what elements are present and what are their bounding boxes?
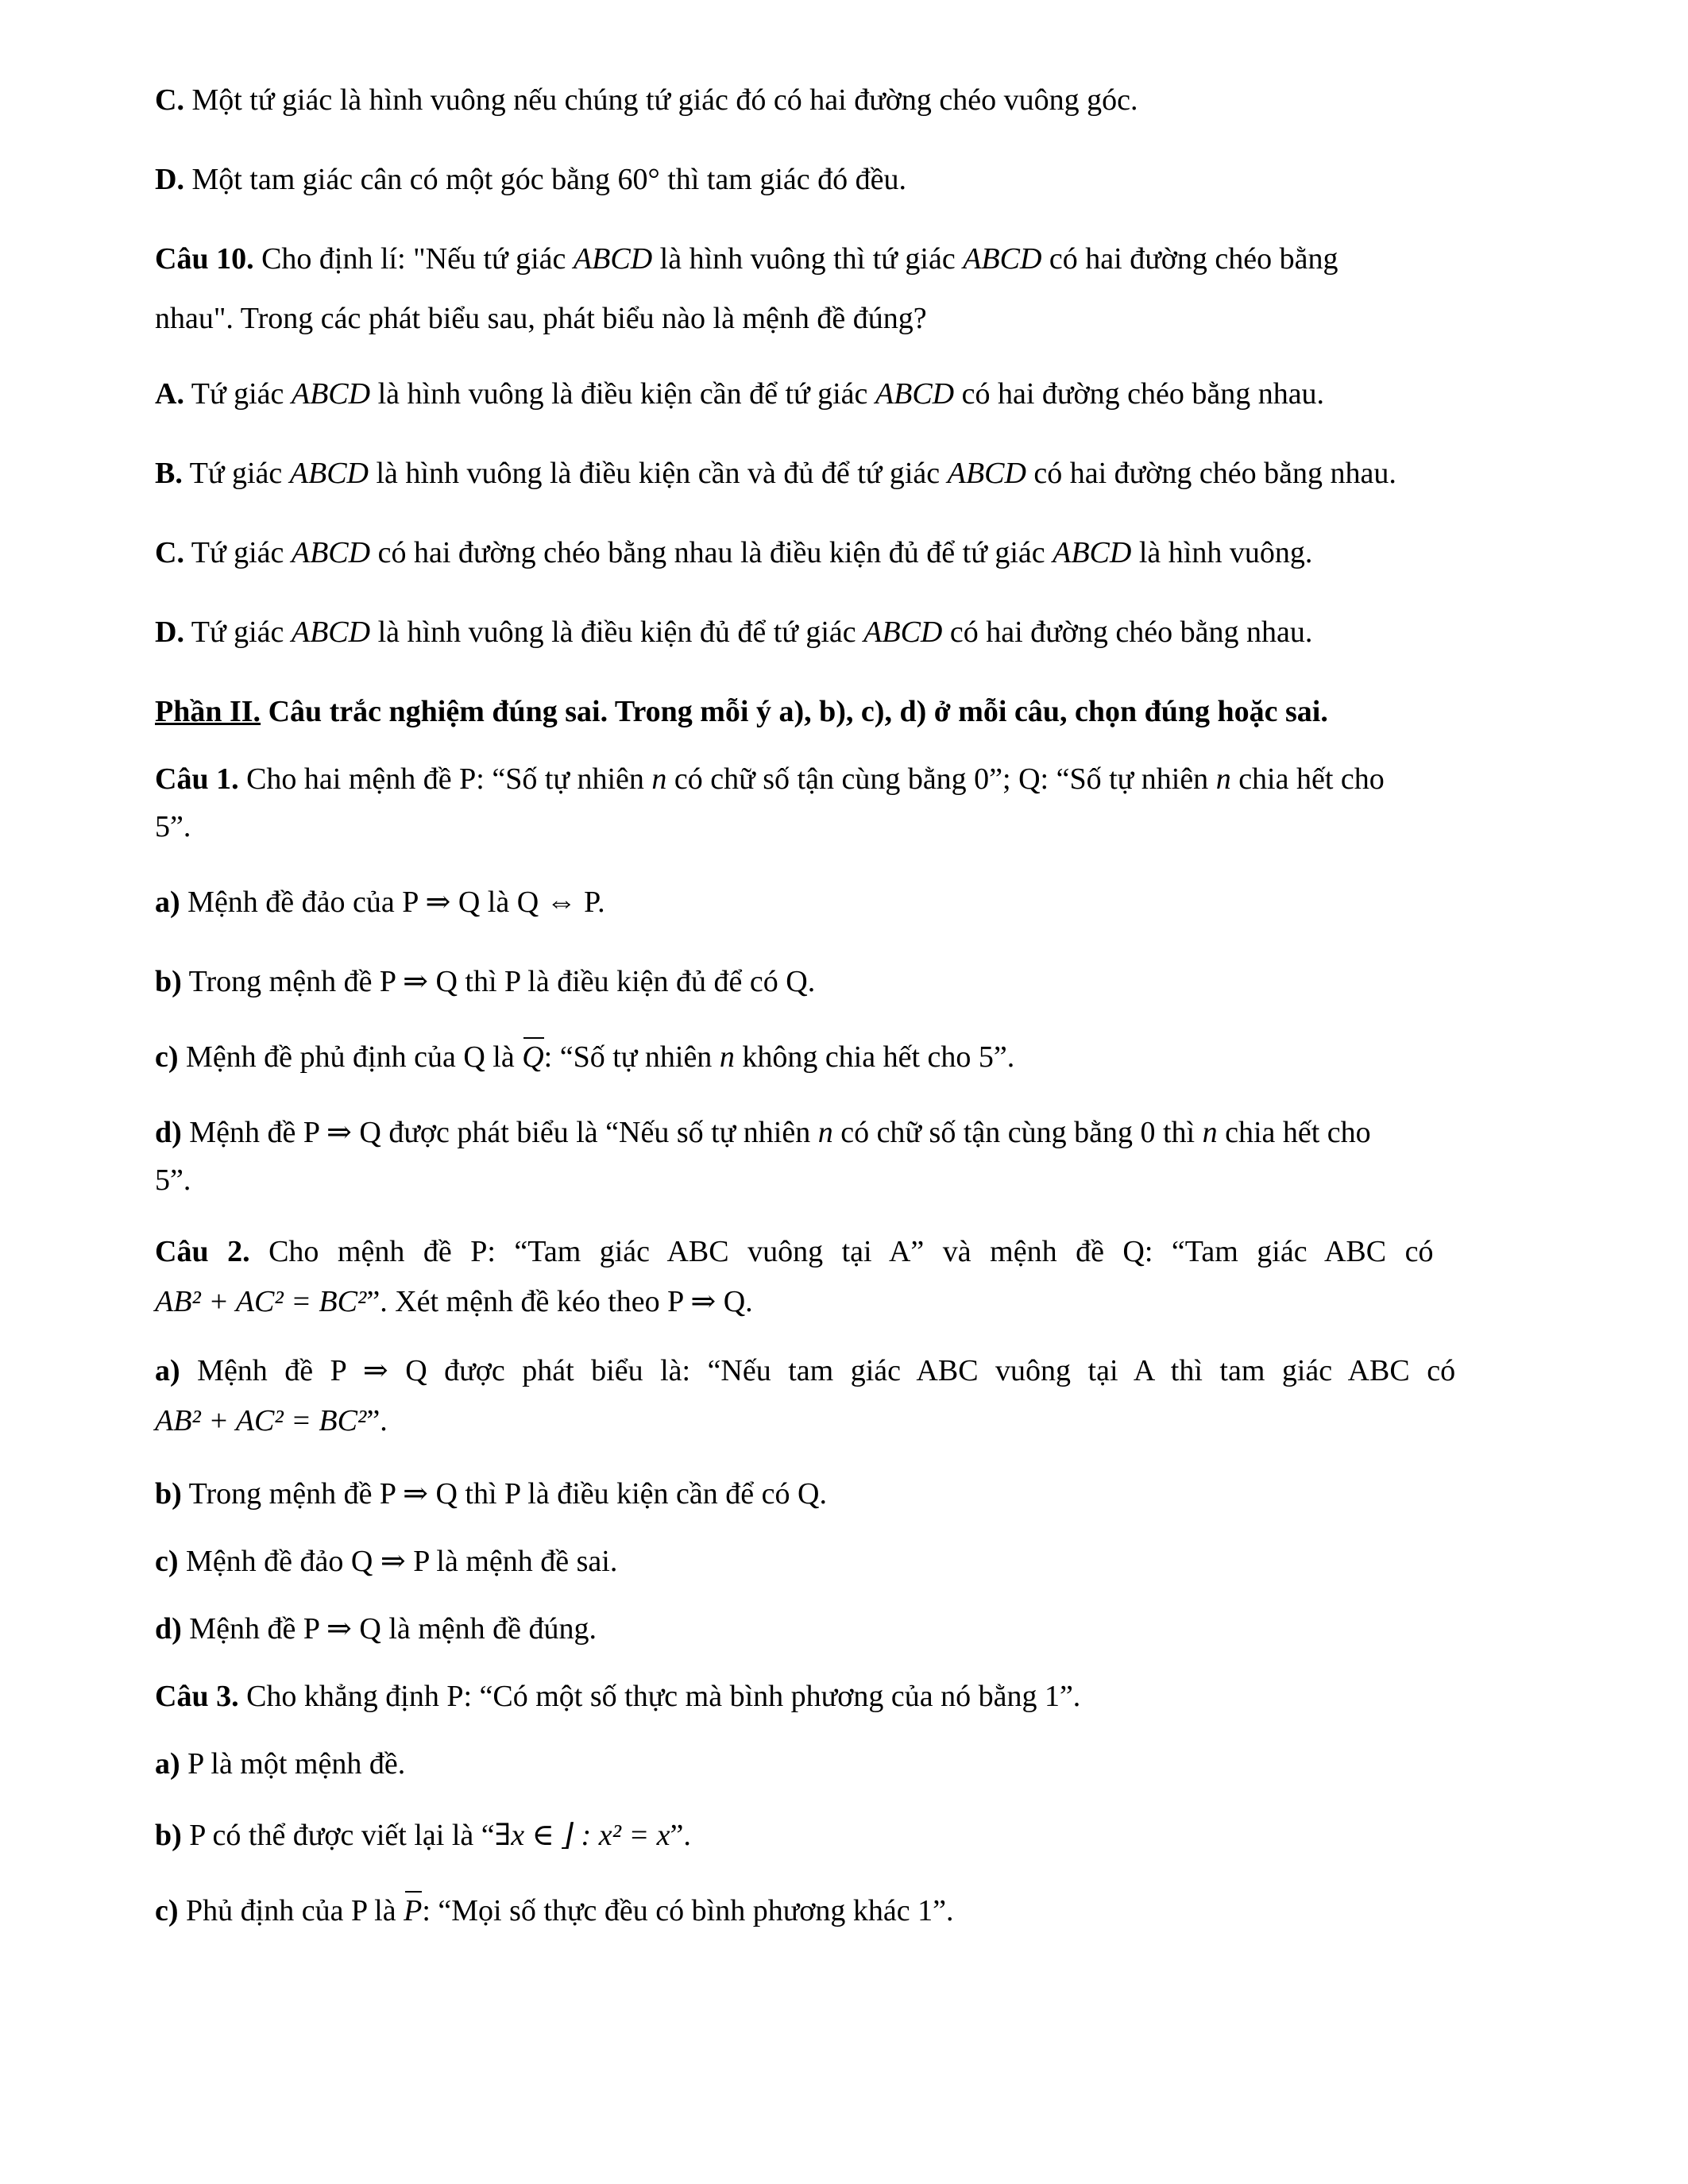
q10-stem-line2 [155,294,1545,343]
item-text: Mệnh đề P ⇒ Q được phát biểu là “Nếu số tự nhiên [181,1116,818,1149]
option-label: A. [155,377,184,411]
stem-text: Cho khẳng định P: “Có một số thực mà bình phương của nó bằng 1”. [238,1680,1081,1713]
q10-option-a [155,369,1545,419]
item-text: ”. [670,1819,691,1852]
stem-text: Cho mệnh đề P: “Tam giác ABC vuông tại A” và mệnh đề Q: “Tam giác ABC có [249,1235,1434,1268]
option-text: là hình vuông. [1131,536,1313,569]
item-text: Mệnh đề đảo Q ⇒ P là mệnh đề sai. [178,1545,618,1578]
math-abcd: ABCD [289,457,369,490]
stem-text: có hai đường chéo bằng [1041,242,1338,276]
item-text: Mệnh đề P ⇒ Q là mệnh đề đúng. [181,1612,597,1646]
math-abcd: ABCD [573,242,653,276]
item-label: a) [155,1747,180,1781]
option-text: Tứ giác [182,457,290,490]
q3-item-b [155,1811,1545,1860]
option-text: Tứ giác [183,536,292,569]
stem-text: Cho định lí: "Nếu tứ giác [253,242,574,276]
question-label: Câu 10. [155,242,254,276]
item-label: a) [155,1354,180,1387]
document-page [155,0,1545,2184]
math-n: n [719,1040,735,1074]
math-n: n [1202,1116,1218,1149]
q1-stem-line2 [155,802,1545,851]
q1-stem-line1 [155,754,1545,804]
option-text: là hình vuông là điều kiện đủ để tứ giác [370,615,864,649]
item-text: ”. [366,1404,388,1437]
q9-option-d [155,155,1545,204]
math-angle: 60° [617,163,660,196]
option-text: có hai đường chéo bằng nhau. [942,615,1313,649]
part-heading-text: Câu trắc nghiệm đúng sai. Trong mỗi ý a), b), c), d) ở mỗi câu, chọn đúng hoặc sai. [261,695,1328,728]
q1-item-c [155,1032,1545,1082]
q2-item-c [155,1537,1545,1586]
q10-option-b [155,449,1545,498]
item-text: Mệnh đề phủ định của Q là [178,1040,523,1074]
q2-item-d [155,1604,1545,1653]
stem-text: ”. Xét mệnh đề kéo theo P ⇒ Q. [366,1285,753,1318]
option-text: Một tam giác cân có một góc bằng [191,163,618,196]
math-p-bar: P [404,1886,422,1935]
q2-item-a-line2 [155,1396,1545,1445]
item-text: P là một mệnh đề. [180,1747,406,1781]
option-text: có hai đường chéo bằng nhau. [954,377,1325,411]
item-label: d) [155,1116,182,1149]
option-text: có hai đường chéo bằng nhau. [1026,457,1396,490]
option-label: D. [155,163,184,196]
math-n: n [1215,762,1231,796]
q3-item-a [155,1739,1545,1788]
part2-heading [155,687,1545,736]
item-label: c) [155,1894,179,1927]
stem-text: nhau". Trong các phát biểu sau, phát biểu nào là mệnh đề đúng? [155,302,927,335]
option-label: C. [155,536,184,569]
math-abcd: ABCD [963,242,1042,276]
item-text: không chia hết cho 5”. [734,1040,1015,1074]
item-label: b) [155,1477,182,1511]
option-text: có hai đường chéo bằng nhau là điều kiện đủ để tứ giác [370,536,1053,569]
q9-option-c [155,75,1545,125]
item-text: có chữ số tận cùng bằng 0 thì [832,1116,1203,1149]
math-n: n [651,762,667,796]
q3-item-c [155,1886,1545,1935]
question-label: Câu 1. [155,762,239,796]
stem-text: có chữ số tận cùng bằng 0”; Q: “Số tự nhiên [666,762,1216,796]
option-label: C. [155,83,184,117]
math-n: n [817,1116,833,1149]
item-text: 5”. [155,1163,191,1197]
item-text: : “Số tự nhiên [543,1040,720,1074]
math-pythagoras: AB² + AC² = BC² [155,1285,367,1318]
q10-option-c [155,528,1545,577]
stem-text: Cho hai mệnh đề P: “Số tự nhiên [238,762,652,796]
option-text: là hình vuông là điều kiện cần và đủ để tứ giác [369,457,948,490]
option-text: là hình vuông là điều kiện cần để tứ giác [370,377,875,411]
stem-text: là hình vuông thì tứ giác [652,242,964,276]
q2-stem-line1 [155,1227,1545,1276]
stem-text: 5”. [155,810,191,843]
option-label: B. [155,457,183,490]
q1-item-b [155,957,1545,1006]
q3-stem [155,1672,1545,1721]
stem-text: chia hết cho [1230,762,1385,796]
item-text: P có thể được viết lại là “ [181,1819,495,1852]
item-label: a) [155,886,180,919]
math-abcd: ABCD [863,615,943,649]
part-label: Phần II. [155,695,261,728]
math-abcd: ABCD [1053,536,1132,569]
item-text: : “Mọi số thực đều có bình phương khác 1”. [422,1894,954,1927]
q1-item-d-line2 [155,1156,1545,1205]
math-abcd: ABCD [875,377,955,411]
item-text: Trong mệnh đề P ⇒ Q thì P là điều kiện cần để có Q. [181,1477,827,1511]
math-abcd: ABCD [947,457,1026,490]
item-text: Mệnh đề P ⇒ Q được phát biểu là: “Nếu tam giác ABC vuông tại A thì tam giác ABC có [180,1354,1456,1387]
option-text: Tứ giác [183,615,292,649]
option-text: Tứ giác [183,377,292,411]
option-text: thì tam giác đó đều. [659,163,906,196]
math-q-bar: Q [522,1032,543,1082]
math-abcd: ABCD [291,615,371,649]
q1-item-a [155,878,1545,927]
option-label: D. [155,615,184,649]
q10-option-d [155,608,1545,657]
q1-item-d-line1 [155,1108,1545,1157]
item-text: chia hết cho [1217,1116,1371,1149]
item-label: d) [155,1612,182,1646]
item-label: c) [155,1545,179,1578]
question-label: Câu 3. [155,1680,239,1713]
option-text: Một tứ giác là hình vuông nếu chúng tứ giác đó có hai đường chéo vuông góc. [191,83,1138,117]
item-label: b) [155,1819,182,1852]
math-expression: ∃x ∈ ⌋ : x² = x [494,1819,670,1852]
q2-item-b [155,1469,1545,1518]
q2-stem-line2 [155,1277,1545,1326]
math-abcd: ABCD [291,536,371,569]
item-text: Mệnh đề đảo của P ⇒ Q là Q ⇔ P. [180,886,605,919]
math-pythagoras: AB² + AC² = BC² [155,1404,367,1437]
question-label: Câu 2. [155,1235,250,1268]
item-label: b) [155,965,182,998]
item-label: c) [155,1040,179,1074]
item-text: Trong mệnh đề P ⇒ Q thì P là điều kiện đủ để có Q. [181,965,816,998]
math-abcd: ABCD [291,377,371,411]
item-text: Phủ định của P là [178,1894,404,1927]
q10-stem-line1 [155,234,1545,284]
q2-item-a-line1 [155,1346,1545,1395]
